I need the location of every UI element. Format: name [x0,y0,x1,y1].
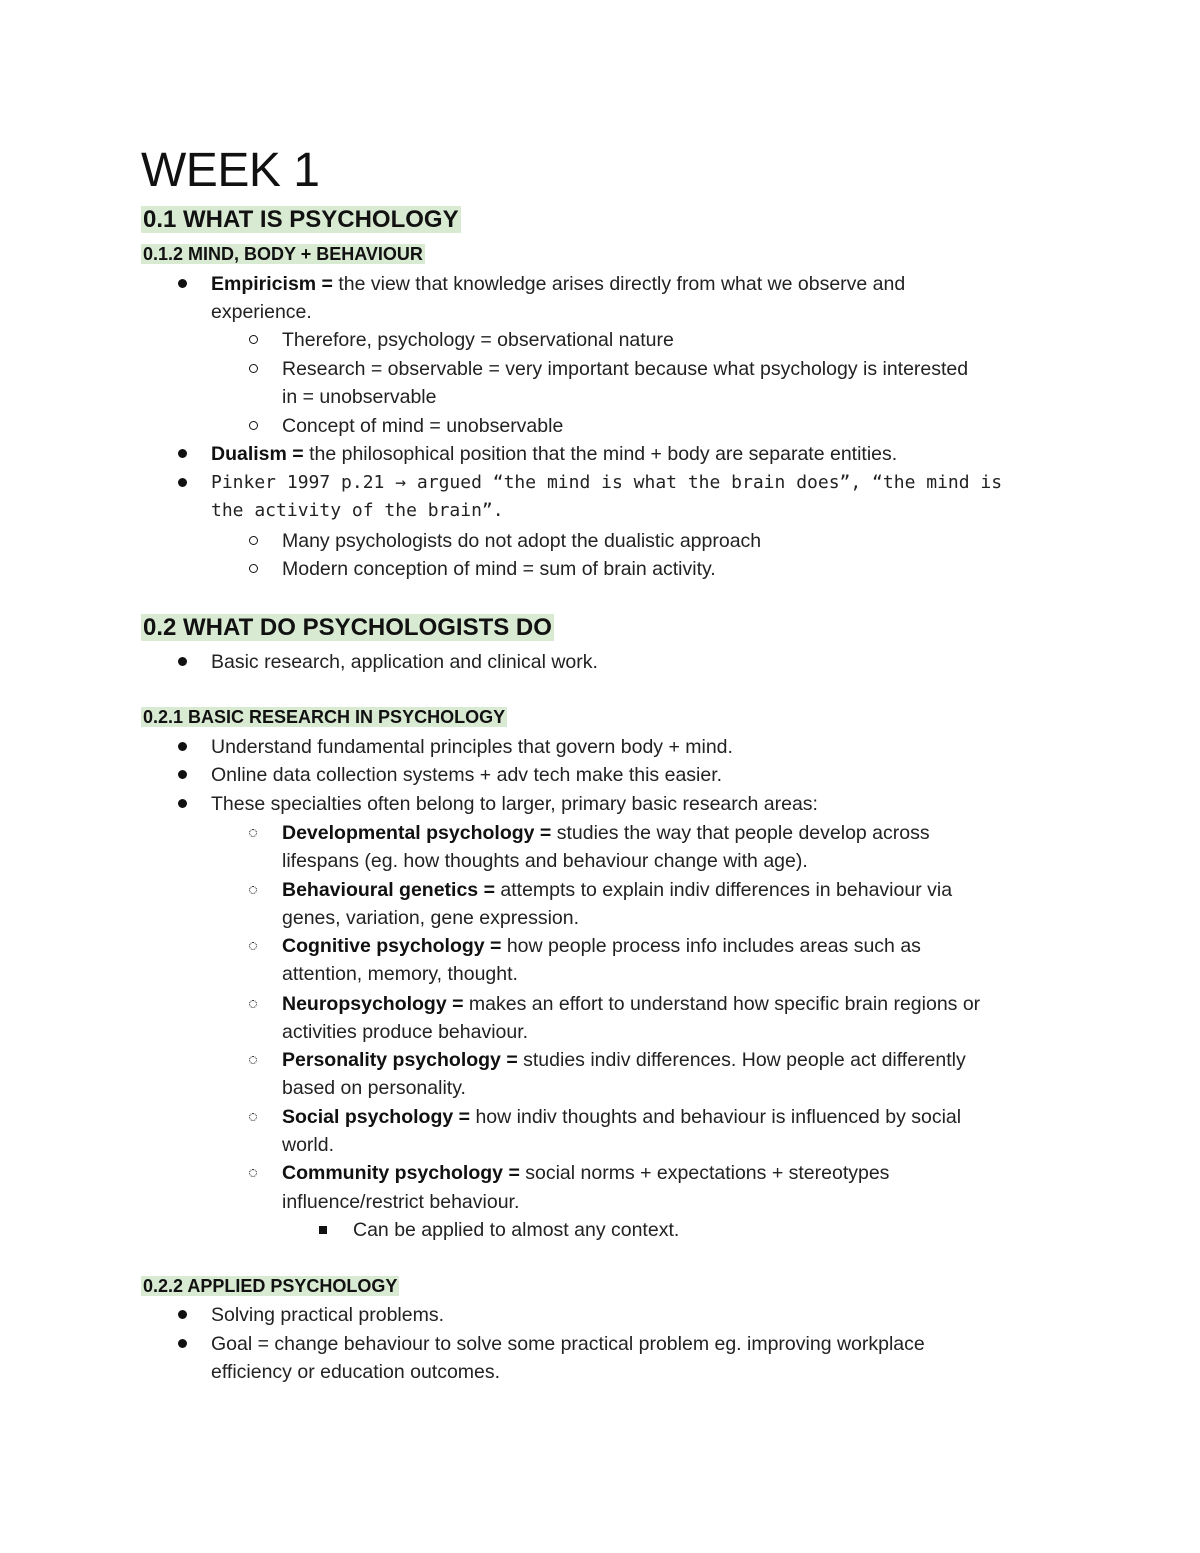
term-empiricism: Empiricism = [211,273,333,295]
subsection-heading-0-1-2 [141,241,425,267]
list-item-pinker: Pinker 1997 p.21 → argued “the mind is what the brain does”, “the mind is [211,472,1003,493]
subsection-heading-0-2-1-text: 0.2.1 BASIC RESEARCH IN PSYCHOLOGY [143,707,506,727]
list-item-cognitive [282,932,921,960]
bullet-square [319,1216,327,1244]
definition-text: the view that knowledge arises directly from what we observe and [332,273,906,295]
bullet-disc [178,648,187,676]
definition-text: makes an effort to understand how specific brain regions or [463,993,981,1015]
list-item-continuation: experience. [211,301,312,323]
term-personality: Personality psychology = [282,1049,518,1071]
term-dualism: Dualism = [211,443,304,465]
section-heading-0-1-text: 0.1 WHAT IS PSYCHOLOGY [143,206,459,233]
list-item-continuation: based on personality. [282,1077,466,1099]
list-item-research: Research = observable = very important because what psychology is interested [282,358,969,380]
subsection-heading-0-2-2-text: 0.2.2 APPLIED PSYCHOLOGY [143,1276,398,1296]
section-heading-0-2 [141,612,554,644]
section-heading-0-2-text: 0.2 WHAT DO PSYCHOLOGISTS DO [143,614,552,641]
term-genetics: Behavioural genetics = [282,879,495,901]
definition-text: attempts to explain indiv differences in behaviour via [494,879,953,901]
bullet-dotted-circle [249,932,257,960]
list-item-continuation: world. [282,1134,335,1156]
term-social: Social psychology = [282,1106,471,1128]
bullet-dotted-circle [249,876,257,904]
bullet-dotted-circle [249,1159,257,1187]
bullet-disc [178,733,187,761]
subsection-heading-0-2-2 [141,1273,399,1299]
definition-text: social norms + expectations + stereotypes [519,1162,890,1184]
bullet-dotted-circle [249,1103,257,1131]
subsection-heading-0-1-2-text: 0.1.2 MIND, BODY + BEHAVIOUR [143,244,423,264]
list-item-practical: Solving practical problems. [211,1304,445,1326]
list-item-continuation: influence/restrict behaviour. [282,1191,520,1213]
page-title: WEEK 1 [141,144,320,197]
list-item-continuation: efficiency or education outcomes. [211,1361,501,1383]
bullet-dotted-circle [249,819,257,847]
list-item-continuation: activities produce behaviour. [282,1021,529,1043]
list-item-continuation: lifespans (eg. how thoughts and behaviour change with age). [282,850,808,872]
list-item-dualism [211,440,897,468]
list-item-fundamental: Understand fundamental principles that govern body + mind. [211,736,733,758]
bullet-disc [178,1330,187,1358]
list-item-goal: Goal = change behaviour to solve some practical problem eg. improving workplace [211,1333,925,1355]
list-item-continuation: in = unobservable [282,386,437,408]
term-community: Community psychology = [282,1162,520,1184]
bullet-disc [178,469,187,497]
bullet-circle [249,555,258,583]
definition-text: the philosophical position that the mind + body are separate entities. [303,443,898,465]
section-heading-0-1 [141,204,461,236]
list-item-genetics [282,876,952,904]
definition-text: how indiv thoughts and behaviour is influenced by social [470,1106,962,1128]
list-item-neuropsychology [282,990,980,1018]
list-item-specialties: These specialties often belong to larger, primary basic research areas: [211,793,818,815]
bullet-dotted-circle [249,990,257,1018]
definition-text: how people process info includes areas such as [501,935,921,957]
bullet-circle [249,527,258,555]
list-item-online-data: Online data collection systems + adv tech make this easier. [211,764,723,786]
list-item-modern-conception: Modern conception of mind = sum of brain activity. [282,558,716,580]
bullet-disc [178,440,187,468]
list-item-community [282,1159,889,1187]
bullet-circle [249,326,258,354]
list-item-continuation: genes, variation, gene expression. [282,907,580,929]
list-item-continuation: attention, memory, thought. [282,963,518,985]
bullet-dotted-circle [249,1046,257,1074]
bullet-disc [178,790,187,818]
bullet-disc [178,761,187,789]
list-item-concept-of-mind: Concept of mind = unobservable [282,415,564,437]
bullet-circle [249,355,258,383]
subsection-heading-0-2-1 [141,704,507,730]
list-item-empiricism [211,270,905,298]
list-item-developmental [282,819,930,847]
term-neuropsychology: Neuropsychology = [282,993,464,1015]
term-cognitive: Cognitive psychology = [282,935,502,957]
term-developmental: Developmental psychology = [282,822,552,844]
definition-text: studies the way that people develop across [551,822,930,844]
bullet-disc [178,270,187,298]
bullet-circle [249,412,258,440]
list-item-any-context: Can be applied to almost any context. [353,1219,680,1241]
bullet-disc [178,1301,187,1329]
definition-text: studies indiv differences. How people act differently [517,1049,966,1071]
list-item-social [282,1103,961,1131]
list-item-personality [282,1046,966,1074]
list-item-dualistic-approach: Many psychologists do not adopt the dualistic approach [282,530,762,552]
list-item-continuation: the activity of the brain”. [211,500,504,521]
list-item-basic-research: Basic research, application and clinical work. [211,651,598,673]
list-item-observational: Therefore, psychology = observational nature [282,329,674,351]
